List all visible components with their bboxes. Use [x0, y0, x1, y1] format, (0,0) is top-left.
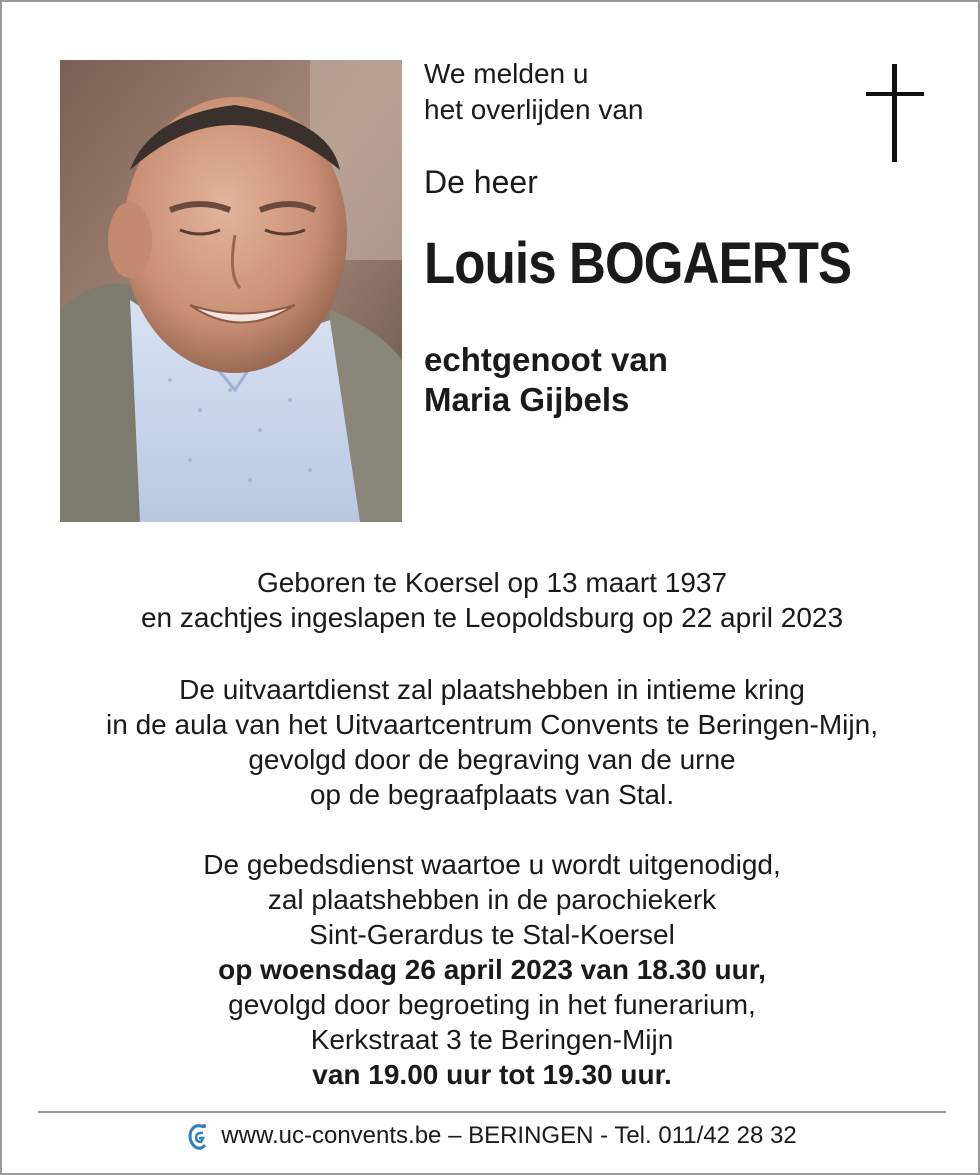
funeral-line-4: op de begraafplaats van Stal. — [309, 779, 675, 810]
cross-icon — [866, 64, 924, 162]
prayer-service-section — [2, 847, 980, 1092]
footer-divider — [38, 1111, 946, 1113]
intro-line-2: het overlijden van — [424, 94, 644, 125]
prayer-date-time: op woensdag 26 april 2023 van 18.30 uur, — [218, 954, 766, 985]
visitation-time: van 19.00 uur tot 19.30 uur. — [312, 1059, 672, 1090]
spouse-info — [424, 340, 668, 420]
funeral-line-2: in de aula van het Uitvaartcentrum Convents te Beringen-Mijn, — [106, 709, 878, 740]
intro-line-1: We melden u — [424, 58, 589, 89]
uc-convents-logo-icon — [187, 1121, 209, 1151]
deceased-name: Louis BOGAERTS — [424, 231, 852, 296]
prayer-line-2: zal plaatshebben in de parochiekerk — [267, 884, 717, 915]
honorific: De heer — [424, 164, 538, 200]
portrait-image — [60, 60, 402, 522]
portrait-photo — [60, 60, 402, 522]
spouse-line-2: Maria Gijbels — [424, 381, 630, 418]
prayer-line-6: Kerkstraat 3 te Beringen-Mijn — [310, 1024, 674, 1055]
prayer-line-1: De gebedsdienst waartoe u wordt uitgenodigd, — [203, 849, 781, 880]
funeral-section — [2, 672, 980, 812]
funeral-line-1: De uitvaartdienst zal plaatshebben in intieme kring — [179, 674, 805, 705]
footer-contact: www.uc-convents.be – BERINGEN - Tel. 011/42 28 32 — [221, 1122, 797, 1149]
funeral-line-3: gevolgd door de begraving van de urne — [248, 744, 736, 775]
prayer-line-5: gevolgd door begroeting in het funerarium, — [228, 989, 756, 1020]
death-line: en zachtjes ingeslapen te Leopoldsburg op 22 april 2023 — [140, 602, 844, 633]
prayer-line-3: Sint-Gerardus te Stal-Koersel — [309, 919, 675, 950]
footer — [2, 1119, 980, 1153]
birth-death-section — [2, 565, 980, 635]
birth-line: Geboren te Koersel op 13 maart 1937 — [256, 567, 728, 598]
announcement-intro — [424, 56, 643, 128]
spouse-line-1: echtgenoot van — [424, 341, 668, 378]
